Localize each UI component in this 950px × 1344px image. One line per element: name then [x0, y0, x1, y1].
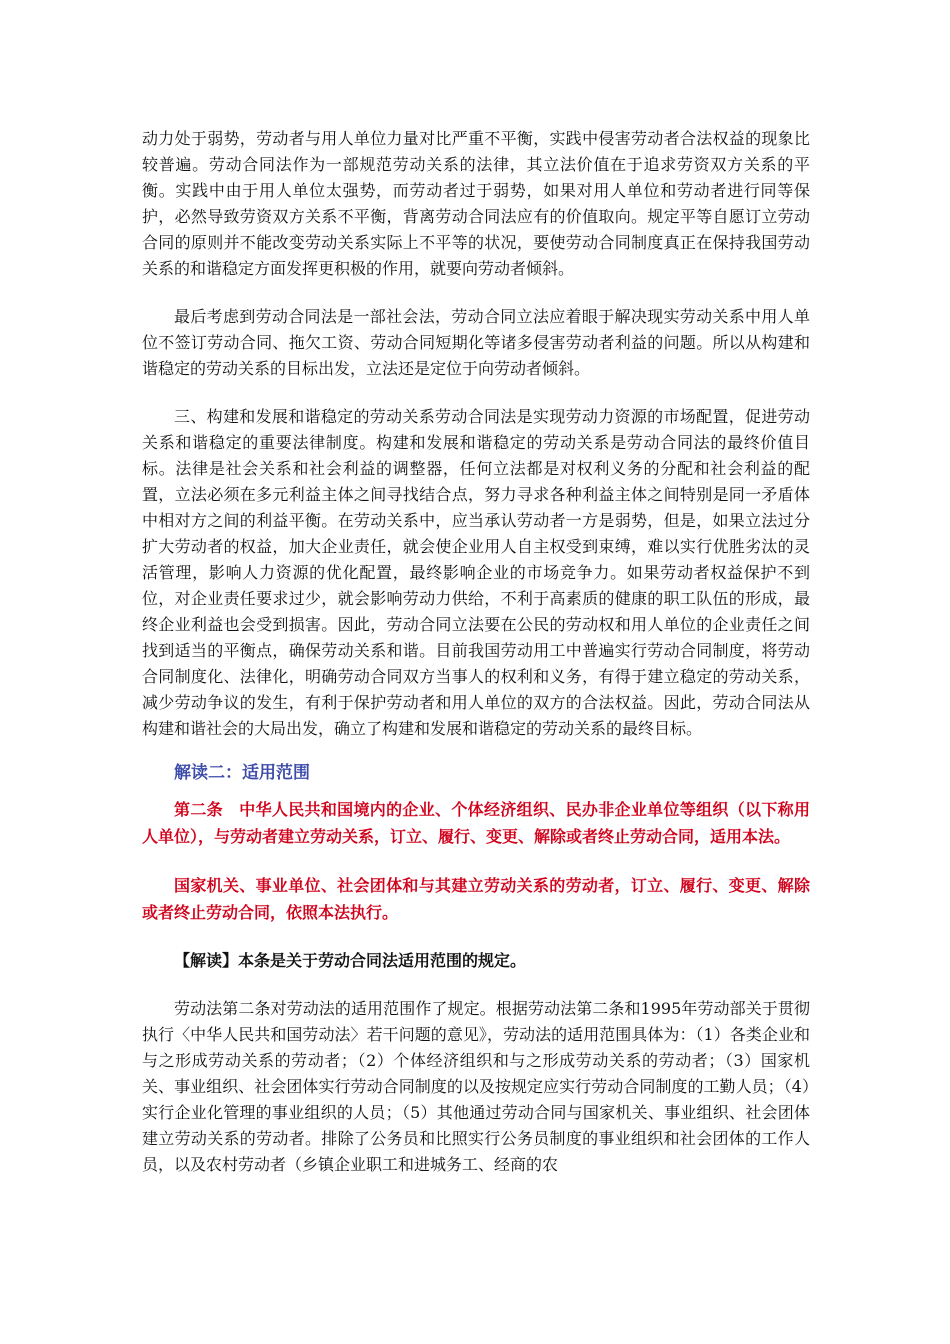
paragraph-1: 动力处于弱势，劳动者与用人单位力量对比严重不平衡，实践中侵害劳动者合法权益的现象比较普遍。劳动合同法作为一部规范劳动关系的法律，其立法价值在于追求劳资双方关系的平衡。实践中由于用人单位太强势，而劳动者过于弱势，如果对用人单位和劳动者进行同等保护，必然导致劳资双方关系不平衡，背离劳动合同法应有的价值取向。规定平等自愿订立劳动合同的原则并不能改变劳动关系实际上不平等的状况，要使劳动合同制度真正在保持我国劳动关系的和谐稳定方面发挥更积极的作用，就要向劳动者倾斜。 — [142, 129, 810, 278]
document-body — [142, 126, 810, 1178]
section-heading: 解读二：适用范围 — [174, 763, 310, 783]
paragraph-3: 三、构建和发展和谐稳定的劳动关系劳动合同法是实现劳动力资源的市场配置，促进劳动关系和谐稳定的重要法律制度。构建和发展和谐稳定的劳动关系是劳动合同法的最终价值目标。法律是社会关系和社会利益的调整器，任何立法都是对权利义务的分配和社会利益的配置，立法必须在多元利益主体之间寻找结合点，努力寻求各种利益主体之间特别是同一矛盾体中相对方之间的利益平衡。在劳动关系中，应当承认劳动者一方是弱势，但是，如果立法过分扩大劳动者的权益，加大企业责任，就会使企业用人自主权受到束缚，难以实行优胜劣汰的灵活管理，影响人力资源的优化配置，最终影响企业的市场竞争力。如果劳动者权益保护不到位，对企业责任要求过少，就会影响劳动力供给，不利于高素质的健康的职工队伍的形成，最终企业利益也会受到损害。因此，劳动合同立法要在公民的劳动权和用人单位的企业责任之间找到适当的平衡点，确保劳动关系和谐。目前我国劳动用工中普遍实行劳动合同制度，将劳动合同制度化、法律化，明确劳动合同双方当事人的权利和义务，有得于建立稳定的劳动关系，减少劳动争议的发生，有利于保护劳动者和用人单位的双方的合法权益。因此，劳动合同法从构建和谐社会的大局出发，确立了构建和发展和谐稳定的劳动关系的最终目标。 — [142, 407, 810, 738]
article-2-clause-2: 国家机关、事业单位、社会团体和与其建立劳动关系的劳动者，订立、履行、变更、解除或者终止劳动合同，依照本法执行。 — [142, 876, 810, 922]
paragraph-2: 最后考虑到劳动合同法是一部社会法，劳动合同立法应着眼于解决现实劳动关系中用人单位不签订劳动合同、拖欠工资、劳动合同短期化等诸多侵害劳动者利益的问题。所以从构建和谐稳定的劳动关系的目标出发，立法还是定位于向劳动者倾斜。 — [142, 307, 810, 378]
interpretation-label: 【解读】本条是关于劳动合同法适用范围的规定。 — [174, 951, 527, 970]
paragraph-4: 劳动法第二条对劳动法的适用范围作了规定。根据劳动法第二条和1995年劳动部关于贯彻执行〈中华人民共和国劳动法〉若干问题的意见》，劳动法的适用范围具体为：（1）各类企业和与之形成劳动关系的劳动者；（2）个体经济组织和与之形成劳动关系的劳动者；（3）国家机关、事业组织、社会团体实行劳动合同制度的以及按规定应实行劳动合同制度的工勤人员；（4）实行企业化管理的事业组织的人员；（5）其他通过劳动合同与国家机关、事业组织、社会团体建立劳动关系的劳动者。排除了公务员和比照实行公务员制度的事业组织和社会团体的工作人员，以及农村劳动者（乡镇企业职工和进城务工、经商的农 — [142, 999, 810, 1174]
article-2-clause-1: 第二条 中华人民共和国境内的企业、个体经济组织、民办非企业单位等组织（以下称用人单位），与劳动者建立劳动关系，订立、履行、变更、解除或者终止劳动合同，适用本法。 — [142, 800, 810, 846]
